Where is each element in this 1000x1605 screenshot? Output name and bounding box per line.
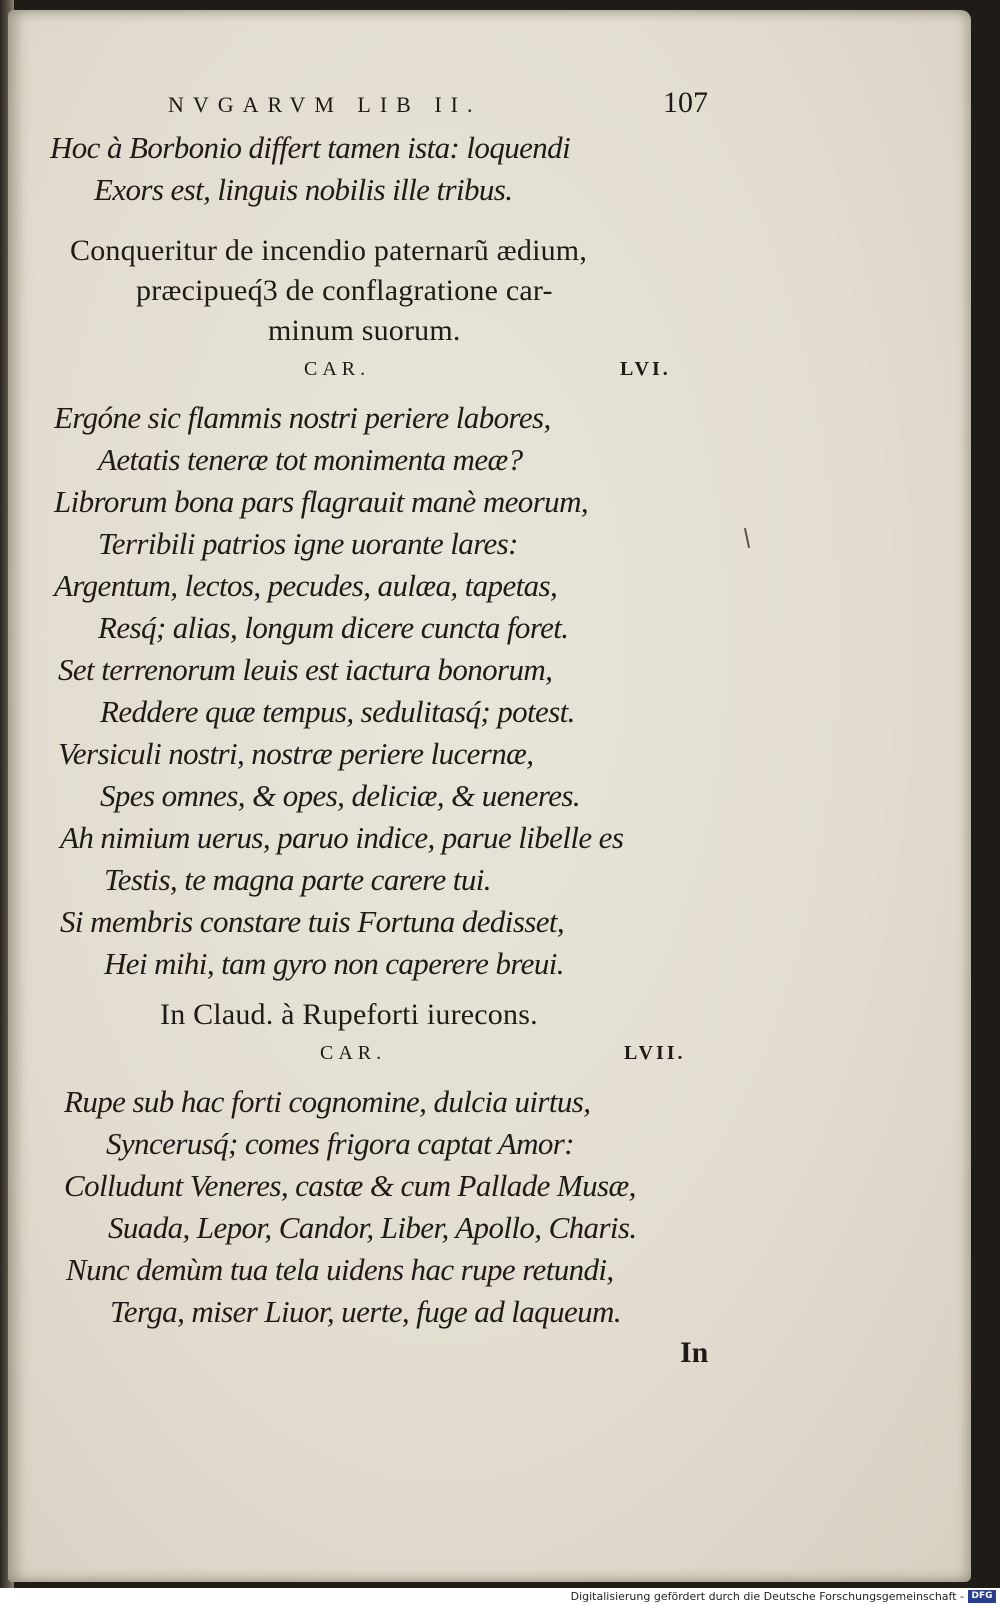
catchword: In [680,1336,709,1369]
verse-line: Argentum, lectos, pecudes, aulæa, tapetas, [54,568,558,603]
verse-line: Resq́; alias, longum dicere cuncta foret. [98,610,569,645]
verse-line: Rupe sub hac forti cognomine, dulcia uirtus, [64,1084,591,1119]
digitization-footer [0,1588,1000,1605]
verse-line: Ah nimium uerus, paruo indice, parue libelle es [60,820,624,855]
stray-ink-mark [744,528,750,548]
verse-line: Nunc demùm tua tela uidens hac rupe retundi, [66,1252,614,1287]
page-number: 107 [663,86,708,119]
footer-credit: Digitalisierung gefördert durch die Deutsche Forschungsgemeinschaft - [570,1590,964,1603]
verse-line: Librorum bona pars flagrauit manè meorum, [54,484,589,519]
carmen-label: CAR. [304,358,371,380]
dfg-logo: DFG [968,1590,996,1603]
verse-line: Testis, te magna parte carere tui. [104,862,491,897]
verse-line: Hoc à Borbonio differt tamen ista: loquendi [50,130,571,165]
running-head-title: NVGARVM LIB II. [168,92,482,117]
book-page [8,10,971,1582]
verse-line: Ergóne sic flammis nostri periere labores, [54,400,551,435]
verse-line: Aetatis teneræ tot monimenta meæ? [98,442,523,477]
poem-heading-line: minum suorum. [268,314,461,347]
verse-line: Hei mihi, tam gyro non caperere breui. [104,946,564,981]
verse-line: Si membris constare tuis Fortuna dedisset, [60,904,565,939]
verse-line: Colludunt Veneres, castæ & cum Pallade Musæ, [64,1168,636,1203]
verse-line: Spes omnes, & opes, deliciæ, & ueneres. [100,778,580,813]
verse-line: Exors est, linguis nobilis ille tribus. [94,172,513,207]
verse-line: Reddere quæ tempus, sedulitasq́; potest. [100,694,575,729]
carmen-label: CAR. [320,1042,387,1064]
verse-line: Set terrenorum leuis est iactura bonorum, [58,652,553,687]
poem-heading-line: Conqueritur de incendio paternarũ ædium, [70,234,588,267]
verse-line: Terga, miser Liuor, uerte, fuge ad laqueum. [110,1294,621,1329]
verse-line: Terribili patrios igne uorante lares: [98,526,518,561]
running-head [158,86,718,126]
poem-heading-line: præcipueq́3 de conflagratione car- [136,274,553,307]
verse-line: Syncerusq́; comes frigora captat Amor: [106,1126,574,1161]
carmen-number: LVII. [624,1042,686,1064]
verse-line: Versiculi nostri, nostræ periere lucernæ, [58,736,534,771]
verse-line: Suada, Lepor, Candor, Liber, Apollo, Charis. [108,1210,637,1245]
poem-heading-line: In Claud. à Rupeforti iurecons. [160,998,538,1031]
carmen-number: LVI. [620,358,671,380]
